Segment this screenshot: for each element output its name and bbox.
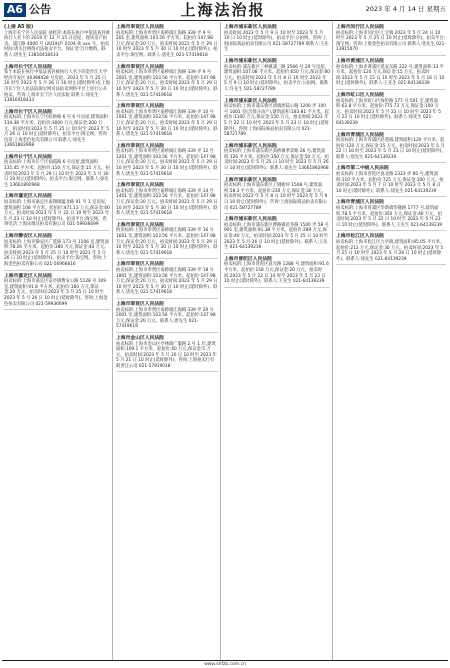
- header-rule: [2, 20, 448, 21]
- notice-body: 拍卖标的:上海市浦东新区唐镇唐陆公路 1200 弄 100 号 1001 室(含部分动产),建筑面积:183.81 平方米。起拍价:1100 万元,保证金:150 万元。拍卖时间:2023 年 5 月 22 日 10 时至 2023 年 5 月 23 日 10 时止(延时除外)。咨询:上海国际商品拍卖有限公司 021-58727789: [224, 104, 329, 138]
- notice-separator: [336, 196, 446, 197]
- notice-body: 拍卖标的:上海市奉贤区南桥镇江海路 339 弄 16 号 1601 室,建筑面积:103.56 平方米。起拍价:147.98 万元,保证金:20 万元。拍卖时间:2023 年 5 月 29 日 10 时至 2023 年 5 月 30 日 10 时止(延时除外)。联系人:唐先生 021-57419618: [116, 228, 218, 256]
- notice-body: 拍卖标的:上海市浦东新区高桥镇季景路 26 号,建筑面积:126 平方米。起拍价:350 万元,保证金:50 万元。拍卖时间:2023 年 5 月 25 日 10 时至 2023 年 5 月 26 日 10 时止(延时除外)。联系人:徐先生 13661892968: [224, 149, 329, 172]
- notice-title: 上海市奉贤区人民法院: [116, 64, 164, 70]
- notice-body: 拍卖标的:上海市虹口区海伦路 177 号 501 室,建筑面积:62.8 平方米。起拍价:775.73 万元,保证金:100 万元。拍卖时间:2023 年 5 月 22 日 10 时至 2023 年 5 月 23 日 10 时止(延时除外)。联系人:徐先生 021-64139239: [336, 98, 441, 126]
- notice-title: 上海市奉贤区人民法院: [116, 104, 164, 110]
- notice-separator: [224, 140, 330, 141]
- notice-title: 上海市青浦区人民法院: [336, 132, 384, 138]
- notice-separator: [224, 55, 330, 56]
- notice-title: 上海市浦东新区人民法院: [224, 217, 277, 223]
- notice-body: 拍卖标的:上海市奉贤区南桥镇江海路 339 弄 14 号 1401 室,建筑面积:103.56 平方米。起拍价:147.98 万元,保证金:20 万元。拍卖时间:2023 年 5 月 29 日 10 时至 2023 年 5 月 30 日 10 时止(延时除外)。联系人:唐先生 021-57419618: [116, 188, 218, 217]
- column-divider: [112, 22, 113, 660]
- notice-title: 上海市嘉定区人民法院: [4, 194, 52, 200]
- notice-body: 拍卖标的:上海市奉贤区南桥镇江海路 339 弄 10 号 1001 室,建筑面积:103.56 平方米。起拍价:147.98 万元,保证金:20 万元。拍卖时间:2023 年 5 月 29 日 10 时至 2023 年 5 月 30 日 10 时止(延时除外)。联系人:唐先生 021-57419618: [116, 109, 218, 138]
- notice-body: 拍卖标的:上海市闵行区七宝镇 2023 年 5 月 24 日 10 时至 2023 年 5 月 25 日 10 时止(延时除外)。拍卖平台:淘宝网。咨询:上海金色拍卖有限公司 联系人:金先生 021-13915070: [336, 30, 446, 53]
- column-divider: [332, 22, 333, 660]
- section-title: 公告: [29, 3, 51, 16]
- notice-title: 上海市浦东新区人民法院: [224, 58, 277, 64]
- issue-date: 2023 年 4 月 14 日 星期五: [365, 5, 446, 13]
- notice-title: 上海市奉贤区人民法院: [116, 183, 164, 189]
- notice-separator: [116, 140, 218, 141]
- notice-title: 上海市青浦区人民法院: [336, 200, 384, 206]
- notice-separator: [116, 179, 218, 180]
- notice-title: 上海市第二中级人民法院: [336, 166, 389, 172]
- notice-body: 拍卖标的:上海市嘉定区安亭镇曹安公路 5128 号 109 室,建筑面积:91.8 平方米。起拍价:160 万元,保证金:20 万元。拍卖时间:2023 年 5 月 25 日 10 时至 2023 年 5 月 26 日 10 时止(延时除外)。咨询:上海金色拍卖有限公司 021-59936699: [4, 279, 108, 307]
- notice-title: 上海市金山区人民法院: [116, 335, 164, 341]
- notice-separator: [116, 100, 218, 101]
- page-header: [0, 0, 450, 20]
- notice-title: 上海市奉贤区人民法院: [116, 301, 164, 307]
- notice-separator: [4, 151, 110, 152]
- notice-body: 拍卖标的:上海市奉贤区南桥镇江海路 339 弄 12 号 1201 室,建筑面积:103.56 平方米。起拍价:147.98 万元,保证金:20 万元。拍卖时间:2023 年 5 月 29 日 10 时至 2023 年 5 月 30 日 10 时止(延时除外)。联系人:唐先生 021-57419618: [116, 149, 218, 177]
- notice-body: 拍卖时间:2023 年 5 月 9 日 10 时至 2023 年 5 月 10 日 10 时止(延时除外)。拍卖平台:公拍网。咨询:上海国际商品拍卖有限公司 021-58727789 联系人:王先生: [224, 30, 329, 53]
- notice-body: 拍卖标的:上海市长宁区仙霞路 6 号房屋,建筑面积 135.45 平方米。起拍价:110 万元,保证金:15 万元。拍卖时间:2023 年 5 月 29 日 10 时至 2023 年 5 月 30 日 10 时止(延时除外)。拍卖平台:淘宝网。联系人:徐先生 13661892968: [4, 160, 110, 188]
- notice-body: 拍卖标的:上海市普陀区真光路 1288 号,建筑面积:91.6 平方米。起拍价:158 万元,保证金:20 万元。拍卖时间:2023 年 5 月 22 日 10 时至 2023 年 5 月 23 日 10 时止(延时除外)。联系人:王先生 021-64139239: [224, 262, 329, 285]
- notice-title: 上海市长宁区人民法院: [4, 64, 52, 70]
- notice-title: 上海市虹口区人民法院: [336, 92, 384, 98]
- notice-body: 拍卖标的:上海市黄浦区延安东路 222 号,建筑面积:33 平方米。起拍价:120 万元,保证金:15 万元。拍卖时间:2023 年 5 月 15 日 10 时至 2023 年 5 月 16 日 10 时止(延时除外)。联系人:王先生 021-64139239: [336, 64, 445, 87]
- notice-separator: [4, 61, 110, 62]
- column-divider: [220, 22, 221, 660]
- notice-separator: [336, 264, 446, 265]
- notice-body: 拍卖标的:上海市奉贤区南桥镇江海路 339 弄 20 号 2001 室,建筑面积:103.56 平方米。起拍价:147.98 万元,保证金:20 万元。联系人:唐先生 021-57419618: [116, 307, 216, 330]
- column-2: [116, 22, 218, 660]
- notice-separator: [336, 55, 446, 56]
- notice-body: 拍卖标的:上海市浦东新区上钢新村 1508 号,建筑面积:58.3 平方米。起拍价:230 万元,保证金:30 万元。拍卖时间:2023 年 5 月 8 日 10 时至 2023 年 5 月 9 日 10 时止(延时除外)。咨询:上海国际商品拍卖有限公司 021-58727789: [224, 183, 328, 211]
- notice-separator: [4, 270, 110, 271]
- notice-body: 拍卖标的:上海市长宁区虹桥路 6 号 6 号房屋,建筑面积 134.38 平方米。起拍价:3000 万元,保证金:200 万元。拍卖时间:2023 年 5 月 25 日 10 时至 2023 年 5 月 26 日 10 时止(延时除外)。拍卖平台:淘宝网。咨询电话:上海金色拍卖有限公司 联系人:徐先生 13661892968: [4, 115, 109, 149]
- column-4: [336, 22, 446, 660]
- column-1: [4, 22, 110, 660]
- notice-separator: [336, 230, 446, 231]
- notice-separator: [4, 106, 110, 107]
- website-url: www.shfzb.com.cn: [204, 662, 246, 667]
- column-3: [224, 22, 330, 660]
- newspaper-masthead: 上海法治报: [180, 1, 266, 19]
- notice-body: 拍卖标的:上海市嘉定区南翔镇蕴北路 91 号 1 室房屋,建筑面积 108 平方米。起拍价:471.13 万元,保证金:60 万元。拍卖时间:2023 年 5 月 22 日 10 时至 2023 年 5 月 23 日 10 时止(延时除外)。拍卖平台:淘宝网。咨询电话:上海乐维达拍卖有限公司 021-59936699: [4, 200, 110, 228]
- notice-title: 上海市浦东新区人民法院: [224, 143, 277, 149]
- notice-title: 上海市长宁区人民法院: [4, 154, 52, 160]
- notice-separator: [116, 219, 218, 220]
- notice-separator: [224, 253, 330, 254]
- notice-separator: [4, 230, 110, 231]
- notice-separator: [116, 298, 218, 299]
- notice-body: 上海市长宁区人民法院 徐桂萍:本院在执行中依法查封被执行人名下的 2019 年 12 月 15 日房屋。现该房产拍卖。浦江路 4000 号 (2019)沪 0104 执 xxx 号。拍卖时间:请关注网络司法拍卖平台。保证金:自行缴纳。联系人:唐先生 13816418433: [4, 30, 110, 58]
- notice-title: 上海市奉贤区人民法院: [116, 262, 164, 268]
- notice-separator: [4, 190, 110, 191]
- notice-body: 拍卖标的:上海市奉贤区南桥镇江海路 339 弄 18 号 1801 室,建筑面积:103.56 平方米。起拍价:147.98 万元,保证金:20 万元。拍卖时间:2023 年 5 月 29 日 10 时至 2023 年 5 月 30 日 10 时止(延时除外)。联系人:唐先生 021-57419618: [116, 267, 218, 296]
- notice-separator: [116, 258, 218, 259]
- notice-title: 上海市奉贤区人民法院: [116, 143, 164, 149]
- notice-title: 上海市静安区人民法院: [4, 234, 52, 239]
- notice-title: 上海市黄浦区人民法院: [336, 58, 384, 64]
- notice-body: 拍卖标的:上海市浦东新区曹路镇民冬路 1500 弄 58 号 901 室,建筑面积:91.38 平方米。起拍价:289 万元,保证金:40 万元。拍卖时间:2023 年 5 月 25 日 10 时至 2023 年 5 月 26 日 10 时止(延时除外)。联系人:王先生 021-64139239: [224, 222, 329, 251]
- notice-title: 上海市浦东新区人民法院: [224, 98, 277, 104]
- notice-separator: [116, 332, 218, 333]
- notice-body: 拍卖标的:上海市奉贤区南桥镇江海路 339 弄 9 号 2001 室,建筑面积:103.56 平方米。起拍价:147.98 万元,保证金:20 万元。拍卖时间:2023 年 5 月 29 日 10 时至 2023 年 5 月 30 日 10 时止(延时除外)。联系人:唐先生 021-57419618: [116, 70, 218, 98]
- notice-separator: [224, 213, 330, 214]
- notice-title: 上海市浦东新区人民法院: [224, 25, 277, 30]
- notice-separator: [224, 174, 330, 175]
- notice-body: 拍卖标的:上海市金山区亭林镇广厦路 2 号 1 层,建筑面积:109.1 平方米。起拍价:40 万元,保证金:5 万元。拍卖时间:2023 年 5 月 20 日 10 时至 2023 年 5 月 21 日 10 时止(延时除外)。咨询:上海拍卖行有限责任公司 021-57919018: [116, 341, 217, 369]
- notice-separator: [336, 162, 446, 163]
- notice-body: 拍卖标的:上海市静安区广延路 173 号 1106 室,建筑面积:78.26 平方米。起拍价:380 万元,保证金:40 万元。拍卖时间:2023 年 5 月 25 日 10 时至 2023 年 5 月 26 日 10 时止(延时除外)。拍卖平台:淘宝网。咨询:上海金色拍卖有限公司 021-56966616: [4, 239, 109, 267]
- notice-body: 拍卖标的:上海市奉贤区南桥镇江海路 339 弄 9 号 201 室,建筑面积:103.56 平方米。起拍价:147.98 万元,保证金:20 万元。拍卖时间:2023 年 5 月 29 日 10 时至 2023 年 5 月 30 日 10 时止(延时除外)。拍卖平台:淘宝网。联系人:唐先生 021-57419618: [116, 30, 218, 58]
- notice-title: 上海市奉贤区人民法院: [116, 25, 164, 30]
- page-number-badge: A6: [4, 3, 26, 17]
- notice-title: 上海市松江区人民法院: [336, 234, 384, 240]
- notice-body: 拍卖标的:上海市青浦区华新镇华隆路 1777 号,建筑面积:78.5 平方米。起拍价:350 万元,保证金:40 万元。拍卖时间:2023 年 5 月 22 日 10 时至 2023 年 5 月 23 日 10 时止(延时除外)。联系人:王先生 021-64139239: [336, 206, 443, 228]
- notice-separator: [336, 89, 446, 90]
- notice-separator: [336, 129, 446, 130]
- notice-separator: [224, 95, 330, 96]
- notice-title: 上海市普陀区人民法院: [224, 256, 272, 262]
- notice-separator: [116, 61, 218, 62]
- notice-body: 拍卖标的:浦东新区三林镇浦三路 2566 号 20 号房屋,建筑面积:107.08 平方米。起拍价:650 万元,保证金:80 万元。拍卖时间:2023 年 5 月 8 日 10 时至 2023 年 5 月 9 日 10 时止(延时除外)。拍卖平台:公拍网。联系人:许先生 021-58727789: [224, 64, 330, 92]
- notice-separator: [116, 371, 218, 372]
- notice-title: (上接 A5 版): [4, 25, 34, 30]
- notice-separator: [224, 287, 330, 288]
- notice-title: 上海市奉贤区人民法院: [116, 222, 164, 228]
- notice-title: 上海市闵行区人民法院: [336, 25, 384, 30]
- footer-rule: [2, 660, 448, 661]
- notice-body: 拍卖标的:上海市松江区九亭镇,建筑面积:85.05 平方米。起拍价:213 万元,保证金:30 万元。拍卖时间:2023 年 5 月 25 日 10 时至 2023 年 5 月 26 日 10 时止(延时除外)。联系人:徐先生 021-64139239: [336, 240, 445, 262]
- notice-separator: [4, 309, 110, 310]
- notice-body: 拍卖标的:上海市普陀区真北路 2323 弄 60 号,建筑面积:110 平方米。起拍价:725 万元,保证金:100 万元。拍卖时间:2023 年 5 月 7 日 10 时至 2023 年 5 月 8 日 10 时止(延时除外)。联系人:徐先生 021-64139239: [336, 172, 444, 194]
- notice-title: 上海市长宁区人民法院: [4, 109, 52, 115]
- notice-body: 鉴于本院在执行中依法查封被执行人名下的金沙江大学经济开发区 40398428 号房屋。2023 年 5 月 25 日 10 时至 2023 年 5 月 26 日 10 时止(延时除外)在上海市长宁区人民法院淘宝网司法拍卖网络平台上进行公开拍卖。咨询:上海市长宁区人民法院 联系人:徐先生 13816418433: [4, 70, 110, 104]
- notice-title: 上海市嘉定区人民法院: [4, 273, 52, 279]
- notice-title: 上海市浦东新区人民法院: [224, 177, 277, 183]
- notice-body: 拍卖标的:上海市青浦区赵巷镇,建筑面积:120 平方米。起拍价:120 万元,保证金:15 万元。拍卖时间:2023 年 5 月 22 日 10 时至 2023 年 5 月 23 日 10 时止(延时除外)。联系人:徐先生 021-64139239: [336, 138, 446, 160]
